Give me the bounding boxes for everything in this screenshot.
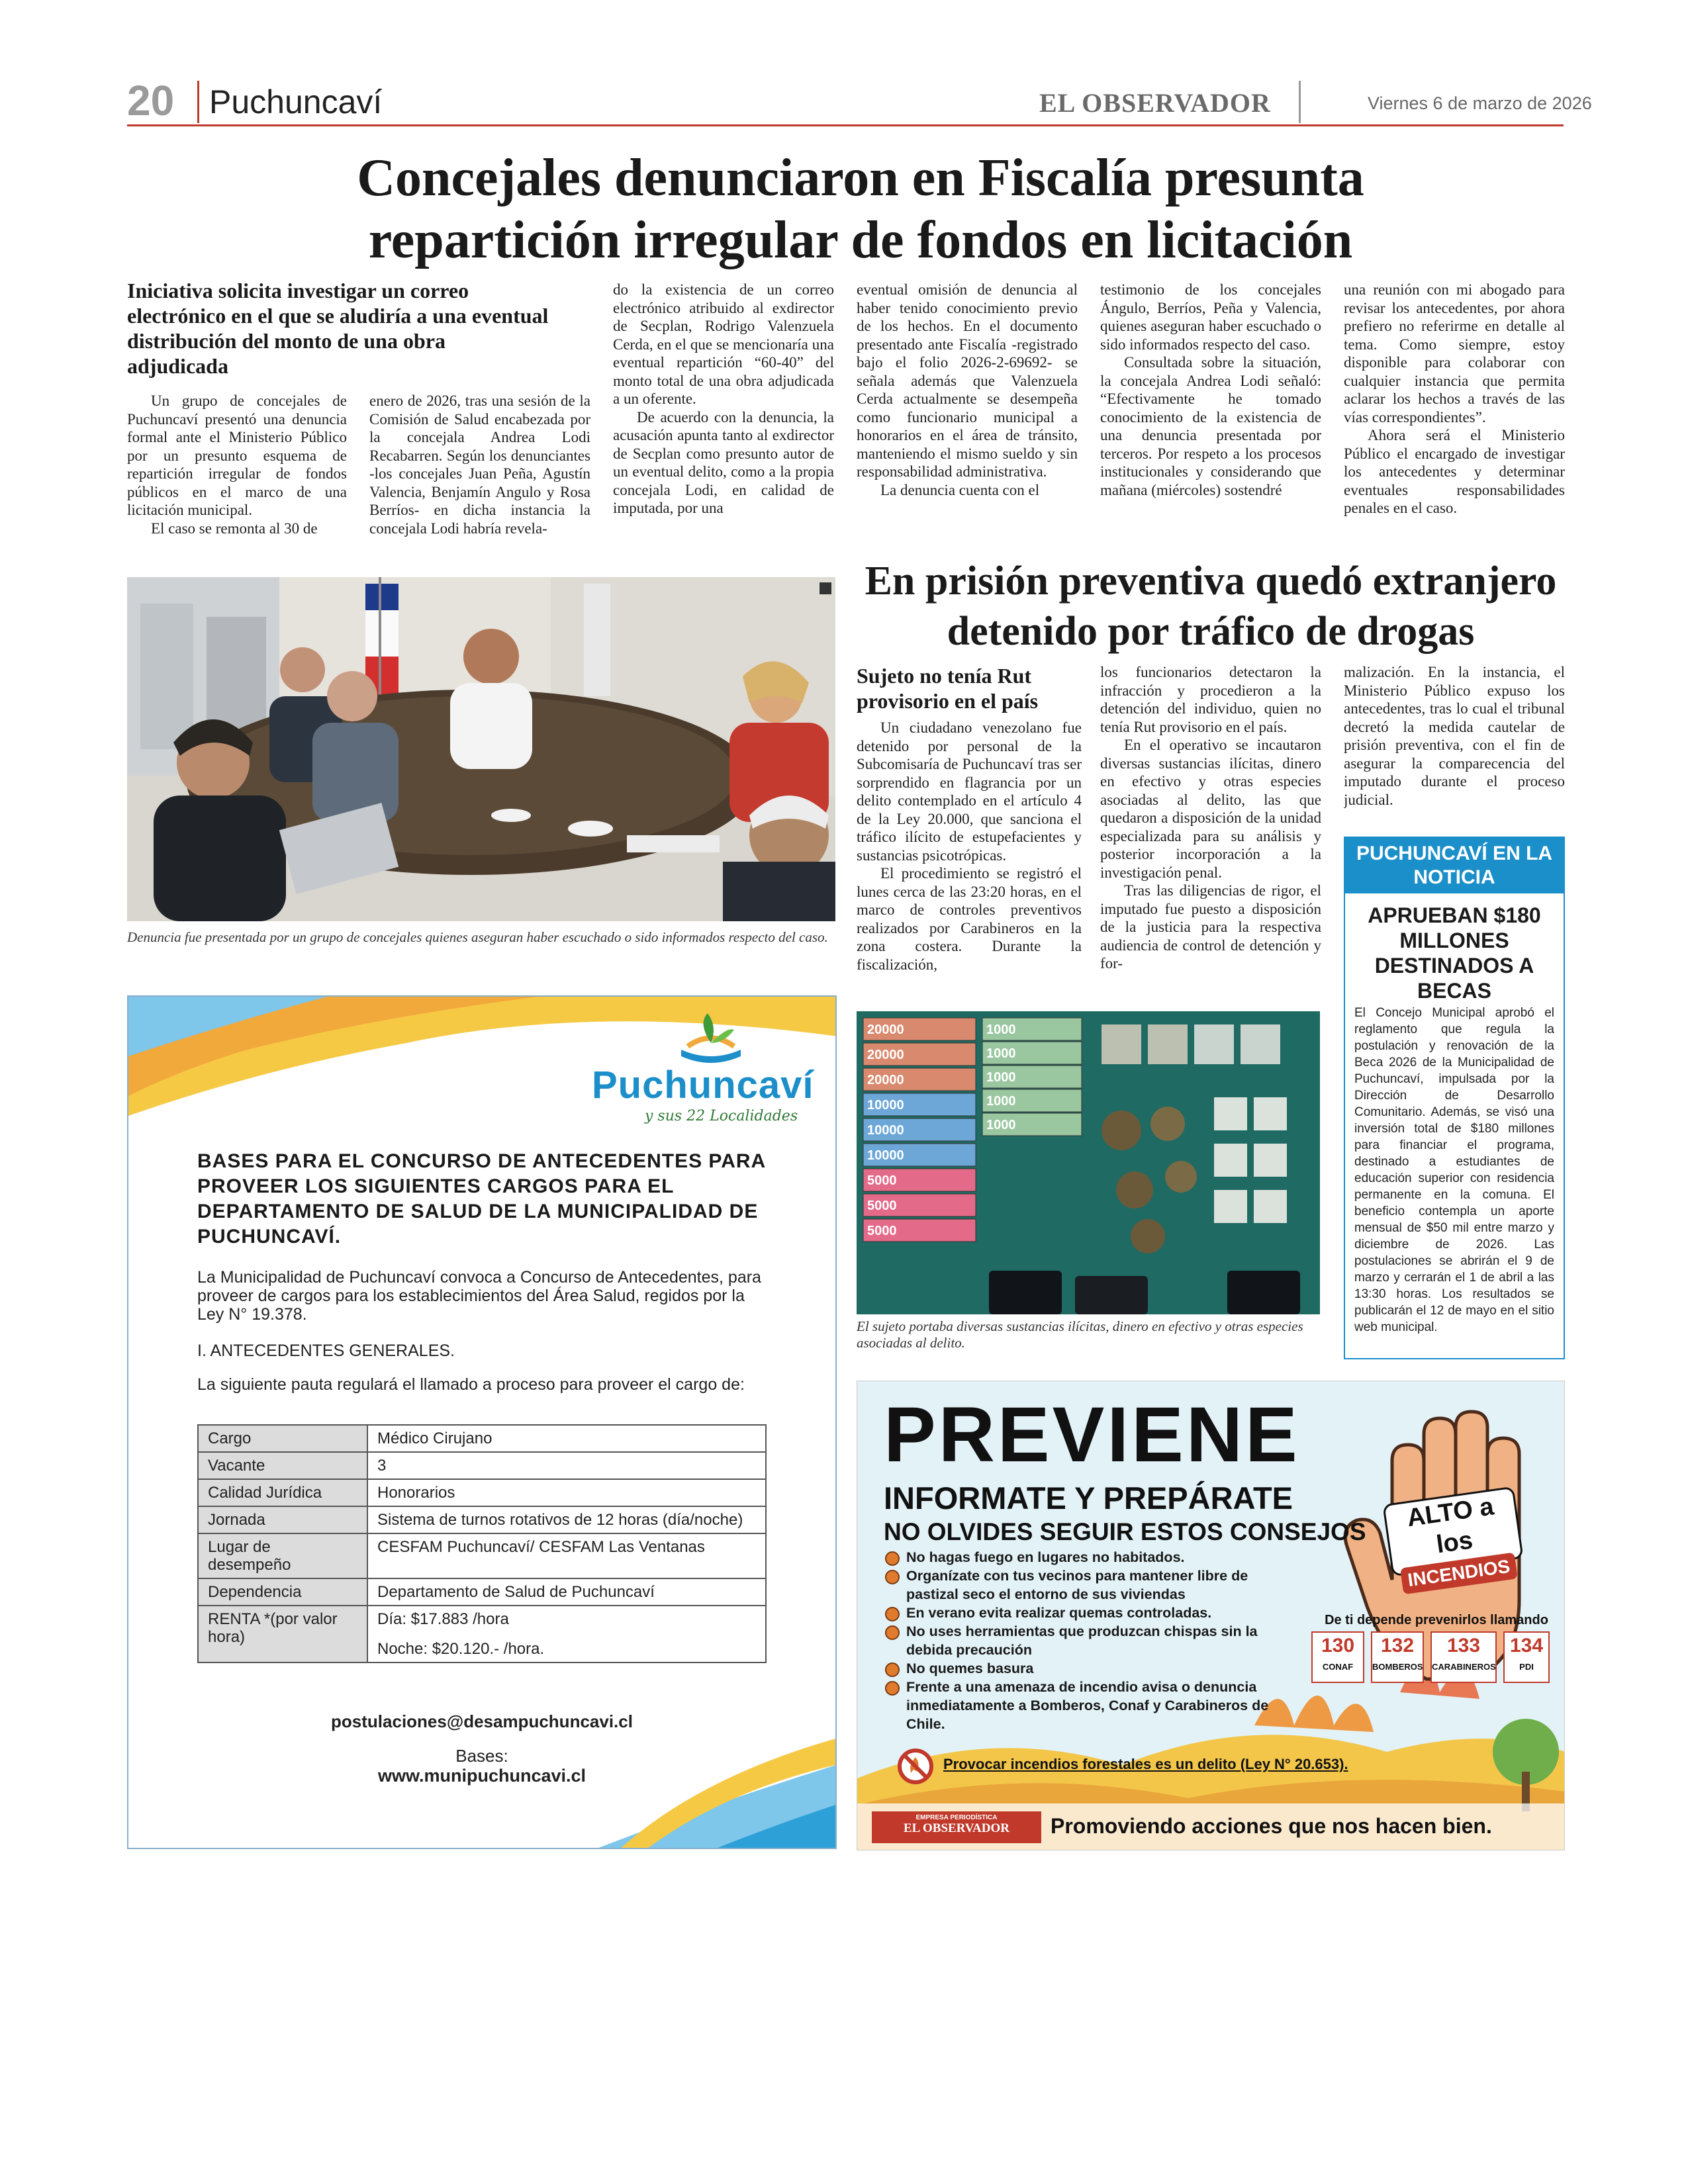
list-item: No quemes basura	[884, 1659, 1281, 1678]
paragraph: una reunión con mi abogado para revisar los antecedentes, por ahora prefiero no referirme en detalle al tema. Como siempre, estoy disponible para colaborar con cualquier instancia que permita aclarar los hechos a través de las vías correspondientes”.	[1344, 281, 1565, 426]
row-value	[367, 1606, 766, 1662]
list-item: Frente a una amenaza de incendio avisa o denuncia inmediatamente a Bomberos, Conaf y Carabineros de Chile.	[884, 1678, 1281, 1733]
contest-pauta: La siguiente pauta regulará el llamado a proceso para proveer el cargo de:	[197, 1375, 745, 1394]
article1-headline: Concejales denunciaron en Fiscalía presunta repartición irregular de fondos en licitación	[357, 149, 1364, 269]
position-details-table	[197, 1424, 767, 1663]
phones-label: De ti depende prevenirlos llamando	[1325, 1613, 1548, 1627]
masthead-name: EL OBSERVADOR	[903, 1821, 1009, 1835]
seized-items-photo	[857, 1011, 1320, 1314]
municipality-logo-text: Puchuncaví	[592, 1064, 814, 1107]
banknote	[982, 1042, 1082, 1064]
banknote	[863, 1093, 976, 1116]
campaign-subtitle-2: NO OLVIDES SEGUIR ESTOS CONSEJOS	[884, 1518, 1366, 1545]
banknote	[863, 1169, 976, 1191]
banknote	[863, 1018, 976, 1040]
header-divider	[197, 81, 199, 123]
banknote-value: 1000	[986, 1023, 1016, 1037]
no-fire-icon	[897, 1748, 934, 1785]
article2-column-1	[857, 719, 1082, 997]
banknote-value: 5000	[867, 1224, 897, 1238]
list-item: Organízate con tus vecinos para mantener libre de pastizal seco el entorno de sus viviendas	[884, 1567, 1281, 1604]
table-row	[198, 1606, 766, 1662]
article2-column-2	[1100, 663, 1321, 997]
banknote	[982, 1113, 1082, 1136]
renta-night: Noche: $20.120.- /hora.	[377, 1640, 545, 1658]
banknote	[863, 1043, 976, 1066]
article1-column-2	[369, 392, 590, 557]
banknote-value: 1000	[986, 1118, 1016, 1132]
masthead-small: EMPRESA PERIODÍSTICA	[915, 1814, 998, 1821]
row-value: CESFAM Puchuncaví/ CESFAM Las Ventanas	[367, 1533, 766, 1578]
row-label: Lugar de desempeño	[198, 1533, 367, 1578]
article1-column-1	[127, 392, 347, 557]
article1-column-6	[1344, 281, 1565, 543]
table-row	[198, 1452, 766, 1479]
row-label: Cargo	[198, 1425, 367, 1452]
phone-conaf	[1311, 1631, 1364, 1683]
row-value: Médico Cirujano	[367, 1425, 766, 1452]
row-label: Calidad Jurídica	[198, 1479, 367, 1506]
paragraph: De acuerdo con la denuncia, la acusación apunta tanto al exdirector de Secplan como presunto autor de un eventual delito, como a la propia concejala Lodi, en calidad de imputada, por una	[613, 408, 834, 516]
article2-photo-caption: El sujeto portaba diversas sustancias ilícitas, dinero en efectivo y otras especies asociadas al delito.	[857, 1318, 1303, 1351]
meeting-scene-illustration	[127, 577, 835, 921]
banknote	[982, 1089, 1082, 1112]
table-row	[198, 1479, 766, 1506]
municipality-logo-subtitle: y sus 22 Localidades	[645, 1108, 798, 1124]
campaign-subtitle: INFORMATE Y PREPÁRATE	[884, 1480, 1293, 1516]
list-item: En verano evita realizar quemas controladas.	[884, 1604, 1281, 1622]
banknote	[863, 1118, 976, 1141]
paragraph: eventual omisión de denuncia al haber tenido conocimiento previo de los hechos. En el documento presentado ante Fiscalía -registrado bajo el folio 2026-2-69692- se señala además que Valenzuela Cerda actualmente se desempeña como funcionario municipal a honorarios en el área de tránsito, manteniendo el mismo sueldo y sin responsabilidad administrativa.	[857, 281, 1078, 480]
table-row	[198, 1425, 766, 1452]
banknote	[982, 1066, 1082, 1088]
row-label: Jornada	[198, 1506, 367, 1533]
table-row	[198, 1506, 766, 1533]
paragraph: los funcionarios detectaron la infracción y procedieron a la detención del individuo, quien no tenía Rut provisorio en el país.	[1100, 664, 1321, 735]
paragraph: El procedimiento se registró el lunes cerca de las 23:20 horas, en el marco de controles preventivos realizados por Carabineros en la zona costera. Durante la fiscalización,	[857, 865, 1082, 973]
banknote-value: 5000	[867, 1173, 897, 1188]
alto-text: ALTO a los	[1405, 1492, 1496, 1559]
row-value: Departamento de Salud de Puchuncaví	[367, 1578, 766, 1606]
banknote-value: 10000	[867, 1123, 904, 1138]
campaign-slogan: Promoviendo acciones que nos hacen bien.	[1051, 1814, 1492, 1838]
banknote-value: 20000	[867, 1023, 904, 1037]
banknote	[982, 1018, 1082, 1040]
banknote-value: 1000	[986, 1094, 1016, 1109]
phone-org: CONAF	[1322, 1662, 1354, 1672]
incendios-text: INCENDIOS	[1400, 1552, 1518, 1594]
sidebar-body: El Concejo Municipal aprobó el reglamento que regula la postulación y renovación de la Beca 2026 de la Municipalidad de Puchuncaví, impulsada por la Dirección de Desarrollo Comunitario. Además, se visó una inversión total de $180 millones para financiar el programa, destinado a estudiantes de educación superior con residencia permanente en la comuna. El beneficio contempla un aporte mensual de $50 mil entre marzo y diciembre de 2026. Las postulaciones se abrirán el 9 de marzo y cerrarán el 1 de abril a las 13:30 horas. Los resultados se publicarán el 12 de mayo en el sitio web municipal.	[1354, 1006, 1554, 1334]
banknote-value: 10000	[867, 1098, 904, 1113]
municipal-website-link[interactable]: www.munipuchuncavi.cl	[377, 1766, 586, 1786]
section-name: Puchuncaví	[209, 83, 383, 120]
row-value: Sistema de turnos rotativos de 12 horas (día/noche)	[367, 1506, 766, 1533]
paragraph: enero de 2026, tras una sesión de la Comisión de Salud encabezada por la concejala Andrea Lodi Recabarren. Según los denunciantes -los concejales Juan Peña, Agustín Valencia, Benjamín Angulo y Rosa Berríos- en dicha instancia la concejala Lodi habría revela-	[369, 392, 590, 537]
seized-items-illustration	[857, 1011, 1320, 1314]
banknote-value: 10000	[867, 1148, 904, 1163]
list-item: No uses herramientas que produzcan chispas sin la debida precaución	[884, 1622, 1281, 1659]
paragraph: Un grupo de concejales de Puchuncaví presentó una denuncia formal ante el Ministerio Público por un presunto esquema de repartición irregular de fondos públicos en el marco de una licitación municipal.	[127, 392, 347, 518]
phone-bomberos	[1371, 1631, 1424, 1683]
job-contest-advertisement	[127, 995, 837, 1849]
banknote-value: 1000	[986, 1046, 1016, 1061]
row-value: Honorarios	[367, 1479, 766, 1506]
article2-headline: En prisión preventiva quedó extranjero detenido por tráfico de drogas	[865, 559, 1557, 654]
paragraph: El caso se remonta al 30 de	[151, 520, 318, 537]
paragraph: malización. En la instancia, el Ministerio Público expuso los antecedentes, tras lo cual el tribunal decretó la medida cautelar de prisión preventiva, con el fin de asegurar la comparecencia del imputado durante el proceso judicial.	[1344, 664, 1565, 808]
paragraph: En el operativo se incautaron diversas sustancias ilícitas, dinero en efectivo y otras especies asociadas al delito, las que quedaron a disposición de la unidad especializada para su análisis y posterior incorporación a la investigación penal.	[1100, 737, 1321, 881]
row-label: RENTA *(por valor hora)	[198, 1606, 367, 1662]
municipality-logo-icon	[678, 1010, 744, 1063]
article2-subhead: Sujeto no tenía Rut provisorio en el país	[857, 664, 1039, 713]
section-heading: I. ANTECEDENTES GENERALES.	[197, 1342, 455, 1360]
banknote-value: 5000	[867, 1199, 897, 1213]
phone-carabineros	[1430, 1631, 1497, 1683]
sponsor-masthead	[872, 1811, 1041, 1843]
sidebar-header: PUCHUNCAVÍ EN LA NOTICIA	[1345, 838, 1564, 893]
renta-day: Día: $17.883 /hora	[377, 1610, 509, 1628]
paragraph: La denuncia cuenta con el	[880, 481, 1040, 498]
bases-label: Bases:	[455, 1746, 508, 1766]
paragraph: Tras las diligencias de rigor, el imputado fue puesto a disposición de la justicia para la respectiva audiencia de control de detención y for-	[1100, 882, 1321, 972]
list-item: No hagas fuego en lugares no habitados.	[884, 1548, 1281, 1567]
table-row	[198, 1533, 766, 1578]
council-meeting-photo	[127, 577, 835, 921]
campaign-title: PREVIENE	[884, 1391, 1300, 1479]
news-sidebar	[1344, 837, 1565, 1359]
fire-prevention-advertisement	[857, 1381, 1565, 1850]
table-row	[198, 1578, 766, 1606]
phone-org: BOMBEROS	[1372, 1662, 1423, 1672]
phone-org: CARABINEROS	[1432, 1662, 1496, 1672]
banknote-value: 1000	[986, 1070, 1016, 1085]
application-email[interactable]: postulaciones@desampuchuncavi.cl	[331, 1711, 633, 1731]
prevention-tips-list	[884, 1548, 1281, 1733]
banknote-stack	[982, 1018, 1082, 1136]
paragraph: do la existencia de un correo electrónico atribuido al exdirector de Secplan, Rodrigo Valenzuela Cerda, en el que se mencionaría una eventual repartición “60-40” del monto total de una obra adjudicada a un oferente.	[613, 281, 834, 407]
banknote	[863, 1219, 976, 1242]
paragraph: testimonio de los concejales Ángulo, Berríos, Peña y Valencia, quienes aseguran haber escuchado o sido informados respecto del caso.	[1100, 281, 1321, 353]
banknote-stack	[863, 1018, 976, 1242]
banknote-value: 20000	[867, 1073, 904, 1087]
issue-date: Viernes 6 de marzo de 2026	[1368, 93, 1592, 113]
article1-subhead: Iniciativa solicita investigar un correo electrónico en el que se aludiría a una eventual distribución del monto de una obra adjudicada	[127, 279, 549, 378]
row-value: 3	[367, 1452, 766, 1479]
sidebar-title: APRUEBAN $180 MILLONES DESTINADOS A BECAS	[1368, 903, 1541, 1003]
article1-column-3	[613, 281, 834, 557]
contest-title: BASES PARA EL CONCURSO DE ANTECEDENTES PARA PROVEER LOS SIGUIENTES CARGOS PARA EL DEPARTAMENTO DE SALUD DE LA MUNICIPALIDAD DE PUCHUNCAVÍ.	[197, 1150, 766, 1248]
banknote	[863, 1144, 976, 1166]
law-notice: Provocar incendios forestales es un delito (Ley N° 20.653).	[943, 1756, 1348, 1772]
paragraph: Un ciudadano venezolano fue detenido por personal de la Subcomisaría de Puchuncaví tras ser sorprendido en flagrancia por un delito contemplado en el artículo 4 de la Ley 20.000, que sanciona el tráfico ilícito de estupefacientes y sustancias psicotrópicas.	[857, 719, 1082, 864]
banknote-value: 20000	[867, 1048, 904, 1062]
phone-number: 133	[1446, 1635, 1481, 1657]
phone-org: PDI	[1519, 1662, 1534, 1672]
page-number: 20	[127, 77, 175, 124]
contest-intro: La Municipalidad de Puchuncaví convoca a Concurso de Antecedentes, para proveer de cargos para los establecimientos del Área Salud, regidos por la Ley N° 19.378.	[197, 1268, 761, 1324]
header-rule	[127, 124, 1564, 126]
article1-column-4	[857, 281, 1078, 543]
article1-photo-caption: Denuncia fue presentada por un grupo de concejales quienes aseguran haber escuchado o sido informados respecto del caso.	[127, 929, 828, 945]
row-label: Dependencia	[198, 1578, 367, 1606]
paragraph: Consultada sobre la situación, la concejala Andrea Lodi señaló: “Efectivamente he tomado conocimiento de la existencia de una denuncia presentada por terceros. Por respeto a los procesos institucionales y considerando que mañana (miércoles) sostendré	[1100, 354, 1321, 498]
paragraph: Ahora será el Ministerio Público el encargado de investigar los antecedentes y determinar eventuales responsabilidades penales en el caso.	[1344, 427, 1565, 516]
banknote	[863, 1068, 976, 1091]
masthead: EL OBSERVADOR	[1039, 88, 1271, 118]
row-label: Vacante	[198, 1452, 367, 1479]
phone-number: 134	[1509, 1635, 1544, 1657]
banknote	[863, 1194, 976, 1216]
header-divider	[1299, 81, 1301, 123]
phone-number: 130	[1321, 1635, 1355, 1657]
article2-column-3	[1344, 663, 1565, 813]
phone-number: 132	[1380, 1635, 1415, 1657]
article1-column-5	[1100, 281, 1321, 543]
phone-pdi	[1503, 1631, 1550, 1683]
